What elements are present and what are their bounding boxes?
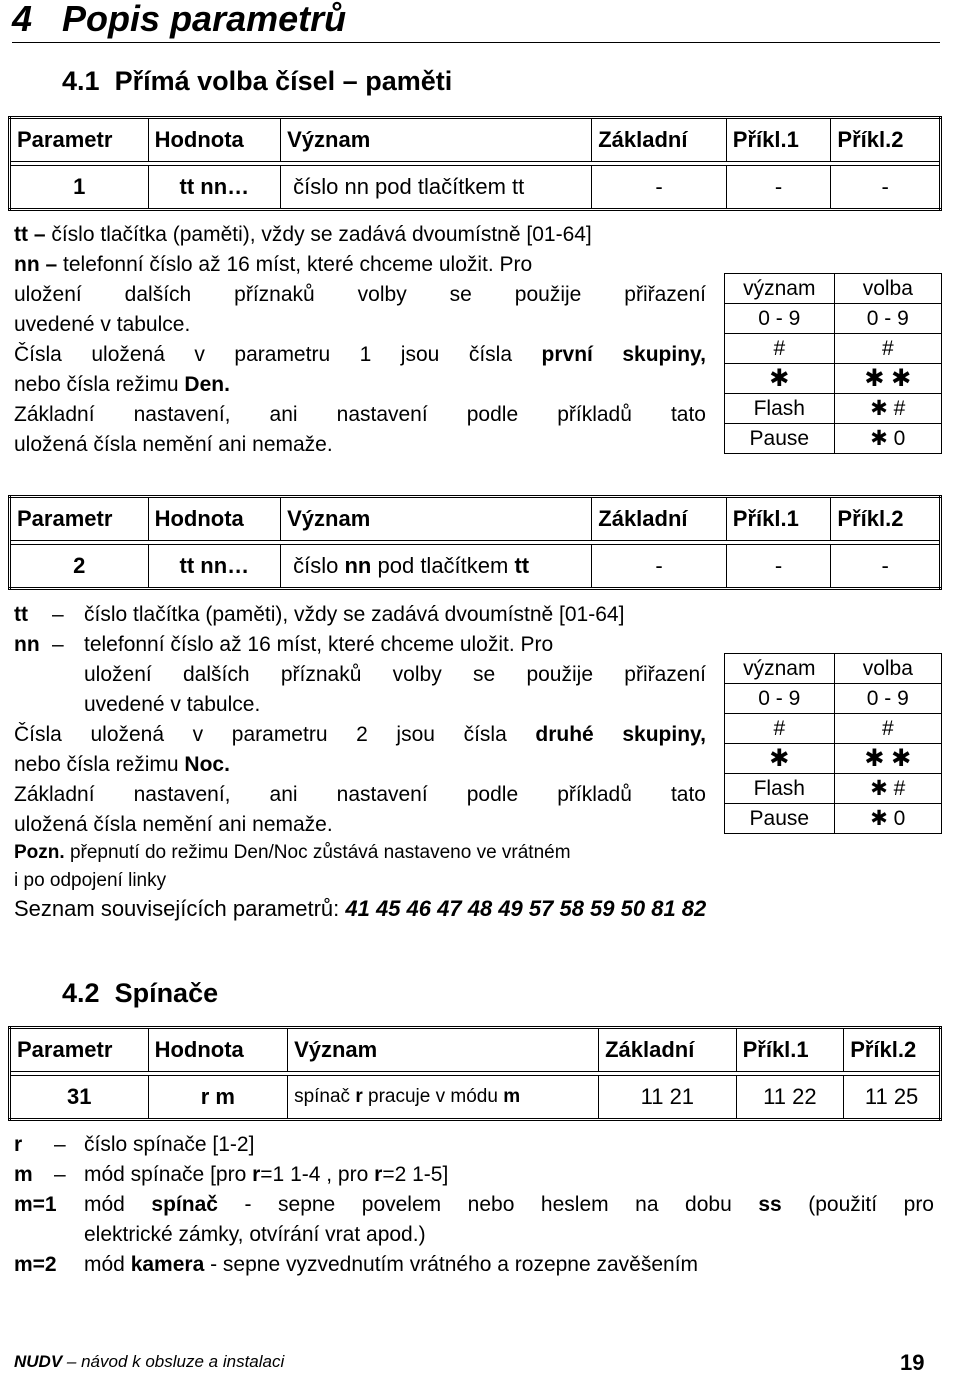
page-number: 19 — [900, 1350, 925, 1375]
def31-m2: m=2 mód kamera - sepne vyzvednutím vrátného a rozepne zavěšením — [14, 1253, 699, 1276]
param-table-31: Parametr Hodnota Význam Základní Příkl.1 Příkl.2 31 r m spínač r pracuje v módu m 11 21 11 22 11 25 — [8, 1026, 942, 1121]
def-nn-line2: uložení dalších příznaků volby se použije přiřazení — [14, 283, 706, 306]
def31-m1: mód spínač - sepne povelem nebo heslem na dobu ss (použití pro — [84, 1193, 934, 1216]
def31-r: r – číslo spínače [1-2] — [14, 1133, 255, 1156]
th-prikl2: Příkl.2 — [831, 118, 941, 162]
related-params: Seznam souvisejících parametrů: 41 45 46 47 48 49 57 58 59 50 81 82 — [14, 896, 707, 921]
symbol-table-2: význam volba 0 - 9 0 - 9 # # ✱ ✱ ✱ Flash ✱ # Pause ✱ 0 — [724, 653, 942, 834]
th-hodnota: Hodnota — [148, 118, 281, 162]
def31-m1-line2: elektrické zámky, otvírání vrat apod.) — [84, 1223, 426, 1246]
th-parametr: Parametr — [10, 118, 149, 162]
poznamka: Pozn. přepnutí do režimu Den/Noc zůstává nastaveno ve vrátném — [14, 842, 571, 863]
table-row: 31 r m spínač r pracuje v módu m 11 21 11 22 11 25 — [10, 1076, 941, 1120]
cisla2-line-1: Čísla uložená v parametru 2 jsou čísla druhé skupiny, — [14, 723, 706, 746]
param-table-2: Parametr Hodnota Význam Základní Příkl.1 Příkl.2 2 tt nn… číslo nn pod tlačítkem tt - - - — [8, 495, 942, 590]
zakladni-line-1: Základní nastavení, ani nastavení podle příkladů tato — [14, 403, 706, 426]
def31-m1-label: m=1 — [14, 1193, 57, 1216]
table-row: 2 tt nn… číslo nn pod tlačítkem tt - - - — [10, 545, 941, 589]
zakladni2-line-2: uložená čísla nemění ani nemaže. — [14, 813, 333, 836]
cisla-line-1: Čísla uložená v parametru 1 jsou čísla první skupiny, — [14, 343, 707, 366]
subsection-heading-2: 4.2 Spínače — [62, 978, 219, 1008]
def2-tt: tt – číslo tlačítka (paměti), vždy se zadává dvoumístně [01-64] — [14, 603, 625, 626]
symbol-header-vyznam: význam — [725, 274, 835, 304]
zakladni2-line-1: Základní nastavení, ani nastavení podle příkladů tato — [14, 783, 706, 806]
section-heading: 4 Popis parametrů — [12, 0, 347, 39]
def-nn: nn – telefonní číslo až 16 míst, které chceme uložit. Pro — [14, 253, 533, 276]
cisla-line-2: nebo čísla režimu Den. — [14, 373, 230, 396]
cisla2-line-2: nebo čísla režimu Noc. — [14, 753, 230, 776]
table-row: 1 tt nn… číslo nn pod tlačítkem tt - - - — [10, 166, 941, 210]
subsection-heading-1: 4.1 Přímá volba čísel – paměti — [62, 66, 453, 96]
def2-nn-line3: uvedené v tabulce. — [84, 693, 261, 716]
th-vyznam: Význam — [281, 118, 592, 162]
heading-rule — [12, 42, 940, 43]
def31-m: m – mód spínače [pro r=1 1-4 , pro r=2 1-5] — [14, 1163, 449, 1186]
footer: NUDV – návod k obsluze a instalaci — [14, 1352, 285, 1371]
def2-nn-line2: uložení dalších příznaků volby se použije přiřazení — [84, 663, 706, 686]
symbol-header-volba: volba — [834, 274, 941, 304]
def-nn-line3: uvedené v tabulce. — [14, 313, 191, 336]
def-tt: tt – číslo tlačítka (paměti), vždy se zadává dvoumístně [01-64] — [14, 223, 592, 246]
symbol-table-1: význam volba 0 - 9 0 - 9 # # ✱ ✱ ✱ Flash ✱ # Pause ✱ 0 — [724, 273, 942, 454]
def2-nn: nn – telefonní číslo až 16 míst, které chceme uložit. Pro — [14, 633, 554, 656]
param-table-1 — [8, 116, 942, 211]
th-zakladni: Základní — [592, 118, 727, 162]
zakladni-line-2: uložená čísla nemění ani nemaže. — [14, 433, 333, 456]
th-prikl1: Příkl.1 — [726, 118, 831, 162]
poznamka-line-2: i po odpojení linky — [14, 870, 167, 891]
